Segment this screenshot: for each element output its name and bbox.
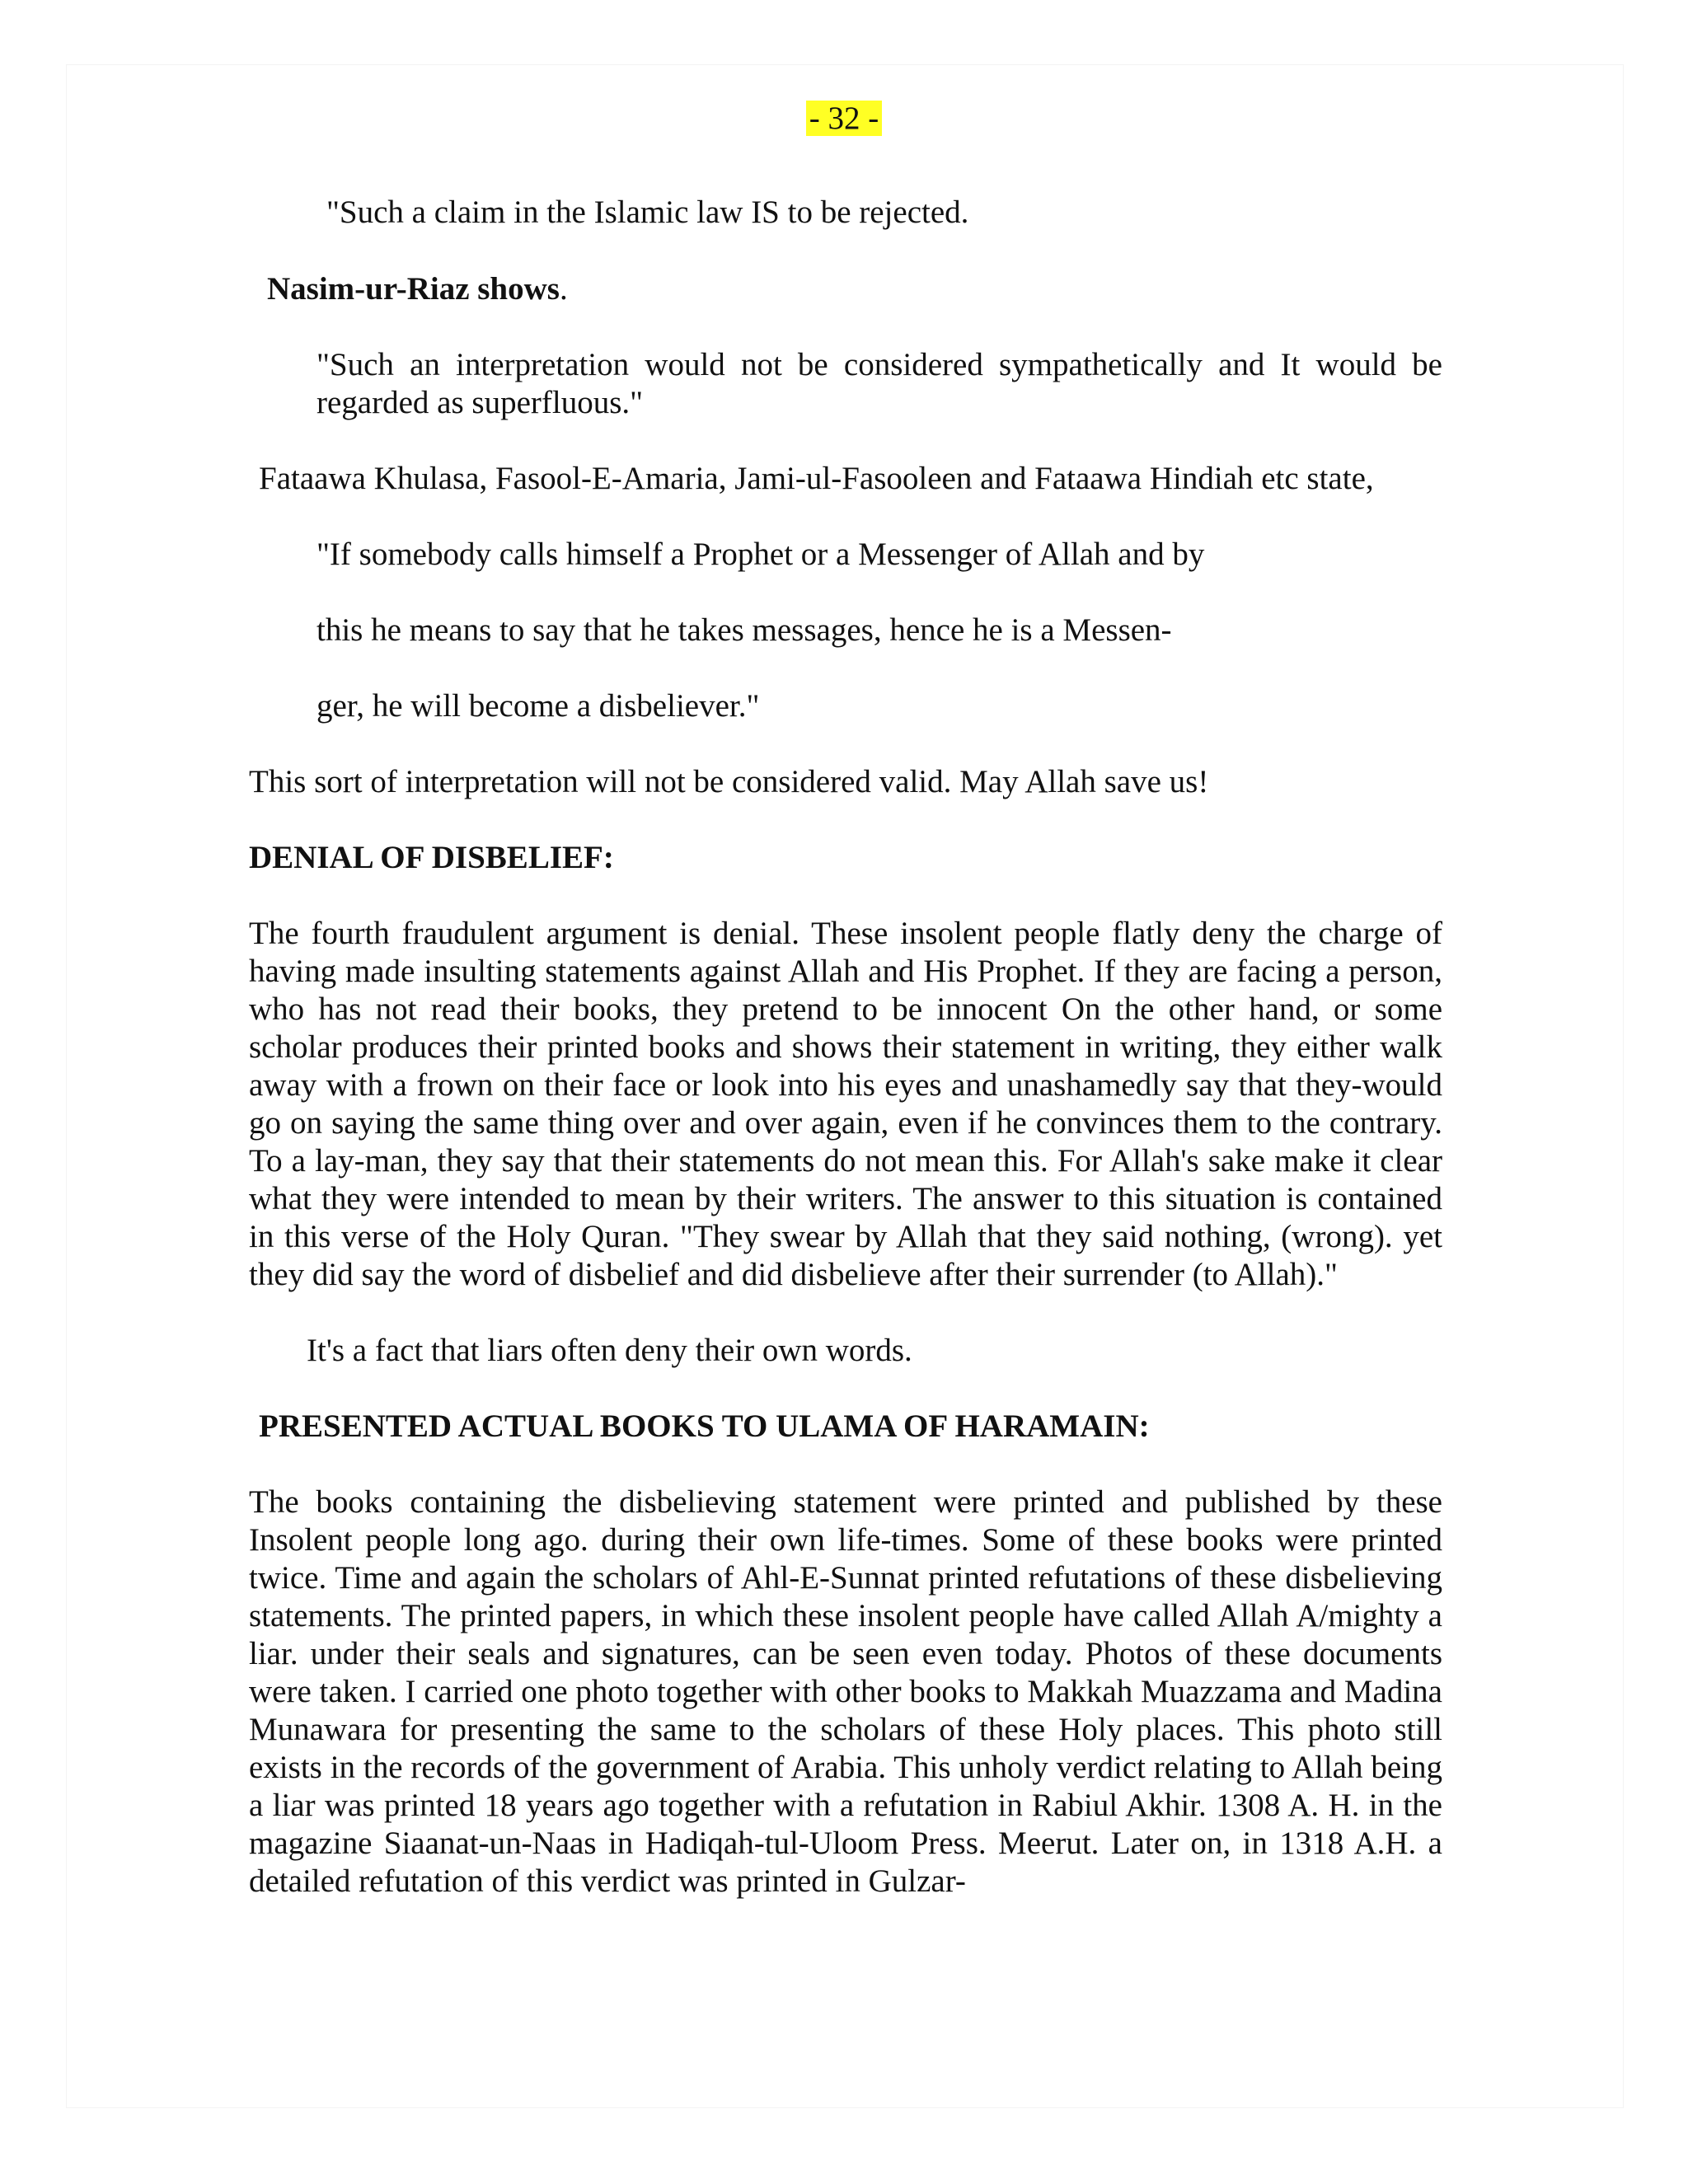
paragraph-not-valid: This sort of interpretation will not be considered valid. May Allah save us! [249, 764, 1209, 799]
quote-messenger-line-2: this he means to say that he takes messages, hence he is a Messen- [316, 612, 1172, 648]
page-number [0, 97, 1688, 140]
document-body [249, 194, 1442, 1900]
heading-presented-books: PRESENTED ACTUAL BOOKS TO ULAMA OF HARAMAIN: [259, 1408, 1150, 1444]
page-number-label: - 32 - [806, 101, 882, 136]
source-nasim-ur-riaz-tail: . [559, 271, 568, 307]
quote-interpretation: "Such an interpretation would not be considered sympathetically and It would be regarded as superfluous." [316, 347, 1442, 420]
paragraph-fataawa-sources: Fataawa Khulasa, Fasool-E-Amaria, Jami-ul-Fasooleen and Fataawa Hindiah etc state, [259, 461, 1374, 496]
source-nasim-ur-riaz: Nasim-ur-Riaz shows [267, 271, 560, 307]
paragraph-printed-books: The books containing the disbelieving statement were printed and published by these Insolent people long ago. during their own life-times. Some of these books were printed twice. Time and again the scholars of Ahl-E-Sunnat printed refutations of these disbelieving statements. The printed papers, in which these insolent people have called Allah A/mighty a liar. under their seals and signatures, can be seen even today. Photos of these documents were taken. I carried one photo together with other books to Makkah Muazzama and Madina Munawara for presenting the same to the scholars of these Holy places. This photo still exists in the records of the government of Arabia. This unholy verdict relating to Allah being a liar was printed 18 years ago together with a refutation in Rabiul Akhir. 1308 A. H. in the magazine Siaanat-un-Naas in Hadiqah-tul-Uloom Press. Meerut. Later on, in 1318 A.H. a detailed refutation of this verdict was printed in Gulzar- [249, 1484, 1442, 1899]
paragraph-nasim-ur-riaz [249, 270, 1442, 308]
paragraph-liars-deny: It's a fact that liars often deny their own words. [307, 1333, 912, 1368]
paragraph-claim-rejected: "Such a claim in the Islamic law IS to be rejected. [326, 194, 969, 230]
quote-messenger-line-3: ger, he will become a disbeliever." [316, 688, 760, 724]
quote-messenger-line-1: "If somebody calls himself a Prophet or a Messenger of Allah and by [316, 537, 1205, 572]
paragraph-fourth-argument: The fourth fraudulent argument is denial. These insolent people flatly deny the charge of having made insulting statements against Allah and His Prophet. If they are facing a person, who has not read their books, they pretend to be innocent On the other hand, or some scholar produces their printed books and shows their statement in writing, they either walk away with a frown on their face or look into his eyes and unashamedly say that they-would go on saying the same thing over and over again, even if he convinces them to the contrary. To a lay-man, they say that their statements do not mean this. For Allah's sake make it clear what they were intended to mean by their writers. The answer to this situation is contained in this verse of the Holy Quran. "They swear by Allah that they said nothing, (wrong). yet they did say the word of disbelief and did disbelieve after their surrender (to Allah)." [249, 916, 1442, 1292]
heading-denial-of-disbelief: DENIAL OF DISBELIEF: [249, 840, 614, 875]
